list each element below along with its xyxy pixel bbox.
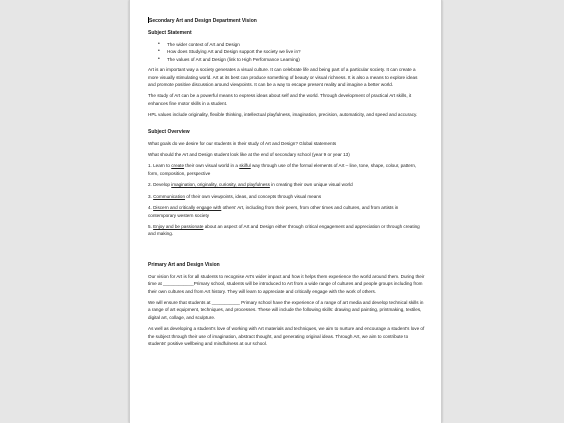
numbered-item: 2. Develop imagination, originality, curiosity, and playfulness in creating their own unique visual world	[148, 182, 353, 188]
numbered-item: 5. Enjoy and be passionate about an aspect of Art and Design either through critical engagement and appreciation or through creating and making.	[148, 223, 420, 237]
heading-primary-vision: Primary Art and Design Vision	[148, 261, 220, 268]
subject-statement-bullets	[148, 41, 426, 63]
heading-subject-statement: Subject Statement	[148, 30, 192, 36]
document-page	[129, 0, 442, 423]
paragraph: The study of Art can be a powerful means to express ideas about self and the world. Through development of practical Art skills, it enhances fine motor skills in a student.	[148, 93, 412, 106]
numbered-item: 1. Learn to create their own visual world in a skilful way through use of the formal elements of Art – line, tone, shape, colour, pattern, form, composition, perspective	[148, 163, 417, 176]
bullet-item: • The values of Art and Design (link to High Performance Learning)	[167, 56, 426, 63]
heading-subject-overview: Subject Overview	[148, 128, 190, 135]
paragraph: As well as developing a student's love of working with Art materials and techniques, we aim to nurture and encourage a student's love of the subject through their use of imagination, abstract thought, and generating original ideas. Through Art, we aim to contribute to students' positive wellbeing and mindfulness at our school.	[148, 326, 425, 346]
bullet-item: • How does Studying Art and Design support the society we live in?	[167, 48, 426, 55]
numbered-item: 4. Discern and critically engage with others' Art, including from their peers, from other times and cultures, and from artists in contemporary western society	[148, 205, 399, 218]
numbered-item: 3. Communication of their own viewpoints, ideas, and concepts through visual means	[148, 193, 322, 199]
document-title: Secondary Art and Design Department Vision	[149, 18, 257, 24]
paragraph: HPL values include originality, flexible thinking, intellectual playfulness, imagination, precision, automaticity, and speed and accuracy.	[148, 112, 418, 118]
paragraph: We will ensure that students at ___________ Primary school have the experience of a range of art media and develop technical skills in a range of art equipment, techniques, and processes. These will include the following skills: drawing and painting, printmaking, textiles, digital art, collage, and sculpture.	[148, 299, 424, 320]
paragraph: What goals do we desire for our students in their study of Art and Design? Global statements	[148, 140, 337, 146]
paragraph: What should the Art and Design student look like at the end of secondary school (year 9 or year 13)	[148, 152, 350, 158]
bullet-item: • The wider context of Art and Design	[167, 41, 426, 48]
paragraph: Our vision for Art is for all students to recognise Art's wider impact and how it helps them experience the world around them. During their time at ____________Primary school, students will be introduced to Art from a wide range of cultures and people groups including from their own cultures and from Art history. They will learn to appreciate and critically engage with the work of others.	[148, 273, 425, 294]
paragraph: Art is an important way a society generates a visual culture. It can celebrate life and being part of a particular society. It can create a more visually stimulating world. Art at its best can produce something of beauty or visual richness. It is also a means to explore ideas and promote positive discussion around viewpoints. It can be a way to escape present reality and imagine a better world.	[148, 67, 418, 88]
document-body[interactable]	[148, 17, 426, 351]
